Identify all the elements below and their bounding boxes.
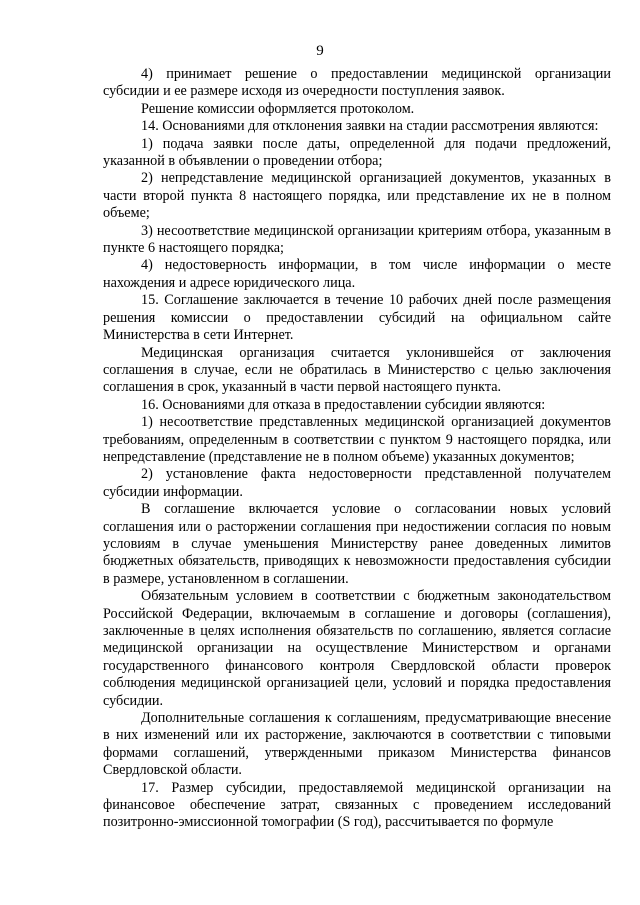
paragraph: 3) несоответствие медицинской организации критериям отбора, указанным в пункте 6 настоящего порядка;	[103, 222, 611, 257]
paragraph: Медицинская организация считается уклонившейся от заключения соглашения в случае, если не обратилась в Министерство с целью заключения соглашения в срок, указанный в части первой настоящего пункта.	[103, 344, 611, 396]
document-body	[103, 66, 611, 832]
paragraph: 16. Основаниями для отказа в предоставлении субсидии являются:	[141, 396, 546, 413]
paragraph: 14. Основаниями для отклонения заявки на стадии рассмотрения являются:	[141, 118, 599, 135]
paragraph: 1) несоответствие представленных медицинской организацией документов требованиям, определенным в соответствии с пунктом 9 настоящего порядка, или непредставление (представление не в полном объеме) указанных документов;	[103, 414, 611, 465]
paragraph: Дополнительные соглашения к соглашениям, предусматривающие внесение в них изменений или их расторжение, заключаются в соответствии с типовыми формами соглашений, утвержденными приказом Министерства финансов Свердловской области.	[103, 710, 611, 779]
paragraph: 15. Соглашение заключается в течение 10 рабочих дней после размещения решения комиссии о предоставлении субсидий на официальном сайте Министерства в сети Интернет.	[103, 292, 611, 344]
paragraph: 4) недостоверность информации, в том числе информации о месте нахождения и адресе юридического лица.	[103, 257, 611, 291]
page-number: 9	[316, 43, 324, 59]
paragraph: 1) подача заявки после даты, определенной для подачи предложений, указанной в объявлении о проведении отбора;	[103, 135, 611, 170]
paragraph: 17. Размер субсидии, предоставляемой медицинской организации на финансовое обеспечение затрат, связанных с проведением исследований позитронно-эмиссионной томографии (S год), рассчитывается по формуле	[103, 779, 611, 831]
paragraph: Обязательным условием в соответствии с бюджетным законодательством Российской Федерации, включаемым в соглашение и договоры (соглашения), заключенные в целях исполнения обязательств по соглашению, является согласие медицинской организации на осуществление Министерством и органами государственного финансового контроля Свердловской области проверок соблюдения медицинской организацией цели, условий и порядка предоставления субсидии.	[103, 588, 611, 709]
paragraph: 2) непредставление медицинской организацией документов, указанных в части второй пункта 8 настоящего порядка, или представление их не в полном объеме;	[103, 170, 611, 222]
paragraph: Решение комиссии оформляется протоколом.	[141, 100, 415, 117]
paragraph: В соглашение включается условие о согласовании новых условий соглашения или о расторжении соглашения при недостижении согласия по новым условиям в случае уменьшения Министерству ранее доведенных лимитов бюджетных обязательств, приводящих к невозможности предоставления субсидии в размере, установленном в соглашении.	[103, 501, 611, 587]
paragraph: 4) принимает решение о предоставлении медицинской организации субсидии и ее размере исходя из очередности поступления заявок.	[103, 66, 611, 100]
paragraph: 2) установление факта недостоверности представленной получателем субсидии информации.	[103, 466, 611, 500]
